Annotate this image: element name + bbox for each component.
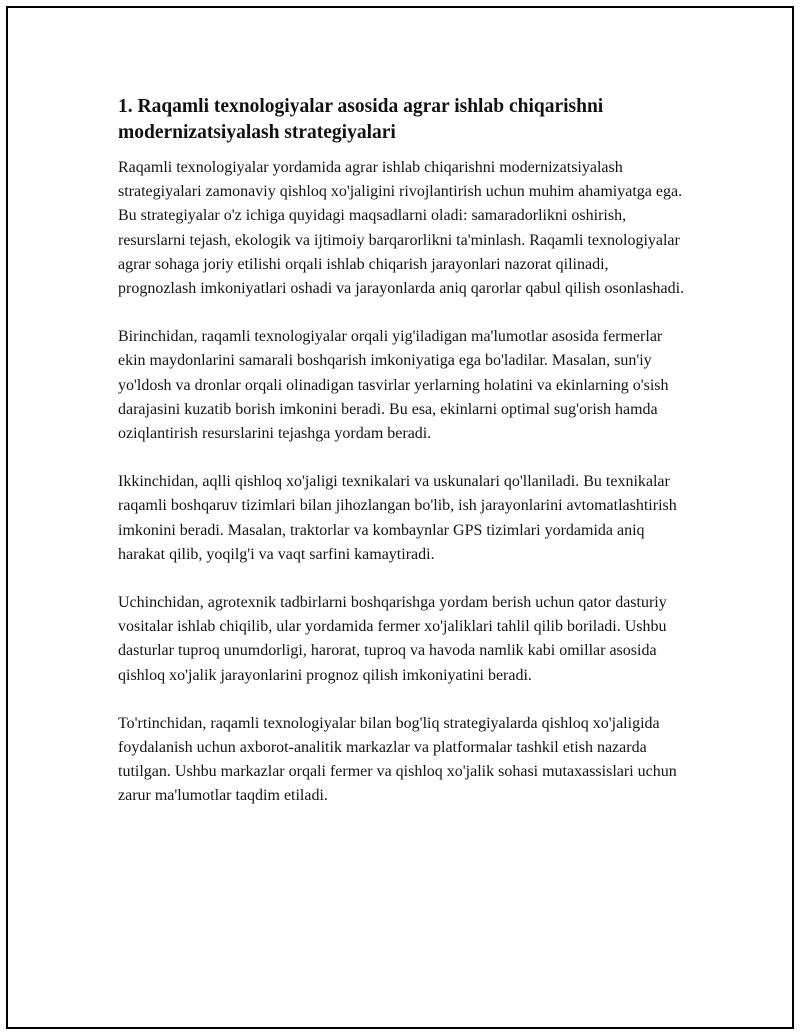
section-title: 1. Raqamli texnologiyalar asosida agrar ishlab chiqarishni modernizatsiyalash strategiyalari — [118, 96, 604, 143]
paragraph-second: Ikkinchidan, aqlli qishloq xo'jaligi texnikalari va uskunalari qo'llaniladi. Bu texnikalar raqamli boshqaruv tizimlari bilan jihozlangan bo'lib, ish jarayonlarini avtomatlashtirish imkonini beradi. Masalan, traktorlar va kombaynlar GPS tizimlari yordamida aniq harakat qilib, yoqilg'i va vaqt sarfini kamaytiradi. — [118, 473, 677, 563]
document-body — [118, 94, 686, 833]
paragraph-third: Uchinchidan, agrotexnik tadbirlarni boshqarishga yordam berish uchun qator dasturiy vositalar ishlab chiqilib, ular yordamida fermer xo'jaliklari tahlil qilib boriladi. Ushbu dasturlar tuproq unumdorligi, harorat, tuproq va havoda namlik kabi omillar asosida qishloq xo'jalik jarayonlarini prognoz qilish imkoniyatini beradi. — [118, 594, 667, 684]
paragraph-intro: Raqamli texnologiyalar yordamida agrar ishlab chiqarishni modernizatsiyalash strategiyalari zamonaviy qishloq xo'jaligini rivojlantirish uchun muhim ahamiyatga ega. Bu strategiyalar o'z ichiga quyidagi maqsadlarni oladi: samaradorlikni oshirish, resurslarni tejash, ekologik va ijtimoiy barqarorlikni ta'minlash. Raqamli texnologiyalar agrar sohaga joriy etilishi orqali ishlab chiqarish jarayonlari nazorat qilinadi, prognozlash imkoniyatlari oshadi va jarayonlarda aniq qarorlar qabul qilish osonlashadi. — [118, 159, 685, 298]
paragraph-fourth: To'rtinchidan, raqamli texnologiyalar bilan bog'liq strategiyalarda qishloq xo'jaligida foydalanish uchun axborot-analitik markazlar va platformalar tashkil etish nazarda tutilgan. Ushbu markazlar orqali fermer va qishloq xo'jalik sohasi mutaxassislari uchun zarur ma'lumotlar taqdim etiladi. — [118, 714, 677, 805]
paragraph-first: Birinchidan, raqamli texnologiyalar orqali yig'iladigan ma'lumotlar asosida fermerlar ekin maydonlarini samarali boshqarish imkoniyatiga ega bo'ladilar. Masalan, sun'iy yo'ldosh va dronlar orqali olinadigan tasvirlar yerlarning holatini va ekinlarning o'sish darajasini kuzatib borish imkonini beradi. Bu esa, ekinlarni optimal sug'orish hamda oziqlantirish resurslarini tejashga yordam beradi. — [118, 328, 669, 443]
